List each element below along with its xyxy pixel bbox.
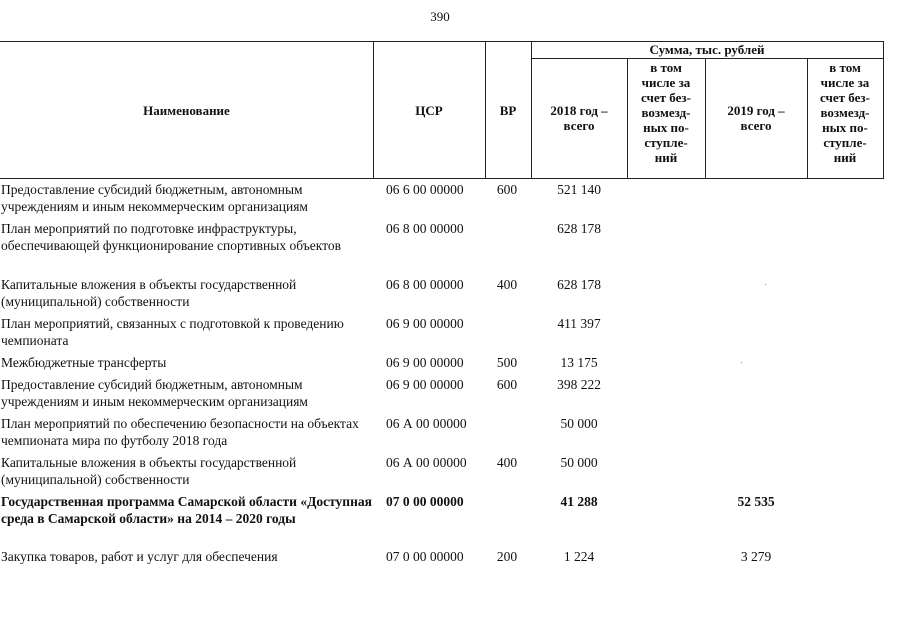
header-2018-total: 2018 год – всего bbox=[550, 103, 608, 133]
row-name: План мероприятий по подготовке инфраструктуры, обеспечивающей функционирование спортивных объектов bbox=[1, 221, 341, 253]
row-name: Государственная программа Самарской области «Доступная среда в Самарской области» на 2014 – 2020 годы bbox=[1, 494, 372, 526]
header-name: Наименование bbox=[143, 103, 230, 118]
row-csr: 06 9 00 00000 bbox=[386, 377, 464, 392]
row-csr: 06 А 00 00000 bbox=[386, 416, 467, 431]
row-2018-total: 628 178 bbox=[557, 221, 601, 236]
table-right-border bbox=[883, 41, 884, 178]
row-2018-total: 398 222 bbox=[557, 377, 601, 392]
row-name: Капитальные вложения в объекты государственной (муниципальной) собственности bbox=[1, 277, 297, 309]
page-number: 390 bbox=[430, 9, 450, 24]
row-vr: 600 bbox=[496, 377, 518, 392]
row-2018-total: 628 178 bbox=[557, 277, 601, 292]
row-name: Предоставление субсидий бюджетным, автономным учреждениям и иным некоммерческим организациям bbox=[1, 182, 308, 214]
row-csr: 06 9 00 00000 bbox=[386, 316, 464, 331]
header-2019-gratuitous: в том числе за счет без- возмезд- ных по- ступле- ний bbox=[820, 60, 870, 165]
row-2018-total: 521 140 bbox=[557, 182, 601, 197]
row-2018-total: 41 288 bbox=[560, 494, 598, 509]
row-vr: 200 bbox=[496, 549, 518, 564]
row-name: План мероприятий по обеспечению безопасности на объектах чемпионата мира по футболу 2018 года bbox=[1, 416, 359, 448]
header-csr: ЦСР bbox=[415, 103, 443, 118]
row-vr: 400 bbox=[496, 277, 518, 292]
header-2018-gratuitous: в том числе за счет без- возмезд- ных по- ступле- ний bbox=[641, 60, 691, 165]
row-2018-total: 411 397 bbox=[557, 316, 601, 331]
row-csr: 06 8 00 00000 bbox=[386, 277, 464, 292]
row-vr: 500 bbox=[496, 355, 518, 370]
row-2018-total: 50 000 bbox=[560, 416, 598, 431]
row-csr: 06 9 00 00000 bbox=[386, 355, 464, 370]
row-vr: 400 bbox=[496, 455, 518, 470]
row-csr: 06 8 00 00000 bbox=[386, 221, 464, 236]
row-name: Закупка товаров, работ и услуг для обеспечения bbox=[1, 549, 278, 564]
scan-speck bbox=[741, 362, 742, 363]
row-2018-total: 1 224 bbox=[563, 549, 595, 564]
row-csr: 07 0 00 00000 bbox=[386, 494, 464, 509]
header-bottom-border bbox=[0, 178, 884, 179]
scan-speck bbox=[765, 284, 766, 285]
row-name: Капитальные вложения в объекты государственной (муниципальной) собственности bbox=[1, 455, 297, 487]
row-csr: 06 А 00 00000 bbox=[386, 455, 467, 470]
row-vr: 600 bbox=[496, 182, 518, 197]
row-2019-total: 3 279 bbox=[740, 549, 772, 564]
row-csr: 07 0 00 00000 bbox=[386, 549, 464, 564]
row-name: Предоставление субсидий бюджетным, автономным учреждениям и иным некоммерческим организациям bbox=[1, 377, 308, 409]
header-sum: Сумма, тыс. рублей bbox=[649, 42, 765, 57]
header-vr: ВР bbox=[499, 103, 517, 118]
row-csr: 06 6 00 00000 bbox=[386, 182, 464, 197]
row-2018-total: 50 000 bbox=[560, 455, 598, 470]
header-2019-total: 2019 год – всего bbox=[727, 103, 785, 133]
row-2018-total: 13 175 bbox=[560, 355, 598, 370]
row-2019-total: 52 535 bbox=[737, 494, 775, 509]
sum-header-divider bbox=[531, 58, 884, 59]
row-name: Межбюджетные трансферты bbox=[1, 355, 167, 370]
row-name: План мероприятий, связанных с подготовкой к проведению чемпионата bbox=[1, 316, 344, 348]
